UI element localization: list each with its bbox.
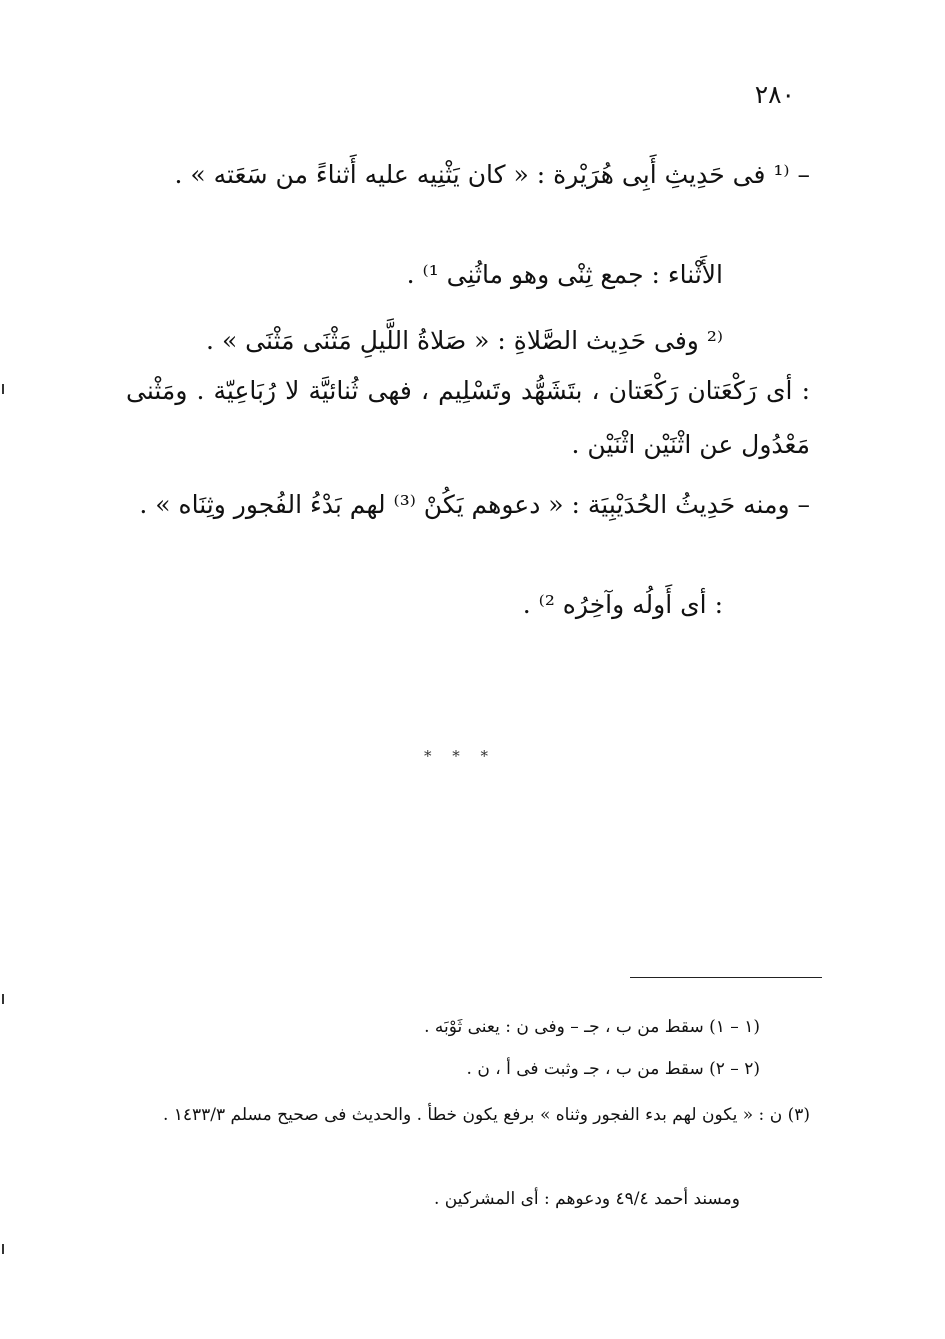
page-number: ٢٨٠: [754, 80, 795, 109]
footnote-2: (٢ – ٢) سقط من ب ، جـ وثبت فى أ ، ن .: [466, 1059, 760, 1079]
scan-edge-mark: [2, 1244, 4, 1254]
paragraph-hadith-salat: ⁽² وفى حَدِيث الصَّلاةِ : « صَلاةُ اللَّيلِ مَثْنَى مَثْنَى » .: [206, 326, 723, 355]
paragraph-rakatan-explanation: : أى رَكْعَتان رَكْعَتان ، بتَشَهُّد وتَسْلِيم ، فهى ثُنائيَّة لا رُبَاعِيّة . ومَثْنى مَعْدُول عن اثْنَيْن اثْنَيْن .: [126, 376, 810, 459]
paragraph-hadith-hudaybiya: – ومنه حَدِيثُ الحُدَيْبِيَة : « دعوهم يَكُنْ ⁽³⁾ لهم بَدْءُ الفُجور وثِنَاه » .: [139, 490, 810, 519]
paragraph-awwaluhu-explanation: : أى أَولُه وآخِرُه ²⁾ .: [522, 590, 723, 619]
paragraph-hadith-abu-hurayra: – ⁽¹ فى حَدِيثِ أَبِى هُرَيْرة : « كان يَثْنِيه عليه أَثناءً من سَعَته » .: [174, 160, 810, 189]
footnote-rule: [630, 977, 822, 978]
footnote-1: (١ – ١) سقط من ب ، جـ – وفى ن : يعنى ثَوْبَه .: [424, 1017, 760, 1037]
scan-edge-mark: [2, 384, 4, 394]
section-separator: * * *: [423, 747, 497, 765]
scan-edge-mark: [2, 994, 4, 1004]
footnote-3-continued: ومسند أحمد ٤٩/٤ ودعوهم : أى المشركين .: [433, 1189, 740, 1209]
paragraph-athnaa-definition: الأَثْناء : جمع ثِنْى وهو ماثُنِى ¹⁾ .: [406, 260, 723, 289]
footnote-3: (٣) ن : « يكون لهم بدء الفجور وثناه » برفع يكون خطأ . والحديث فى صحيح مسلم ١٤٣٣/٣ .: [162, 1105, 810, 1125]
